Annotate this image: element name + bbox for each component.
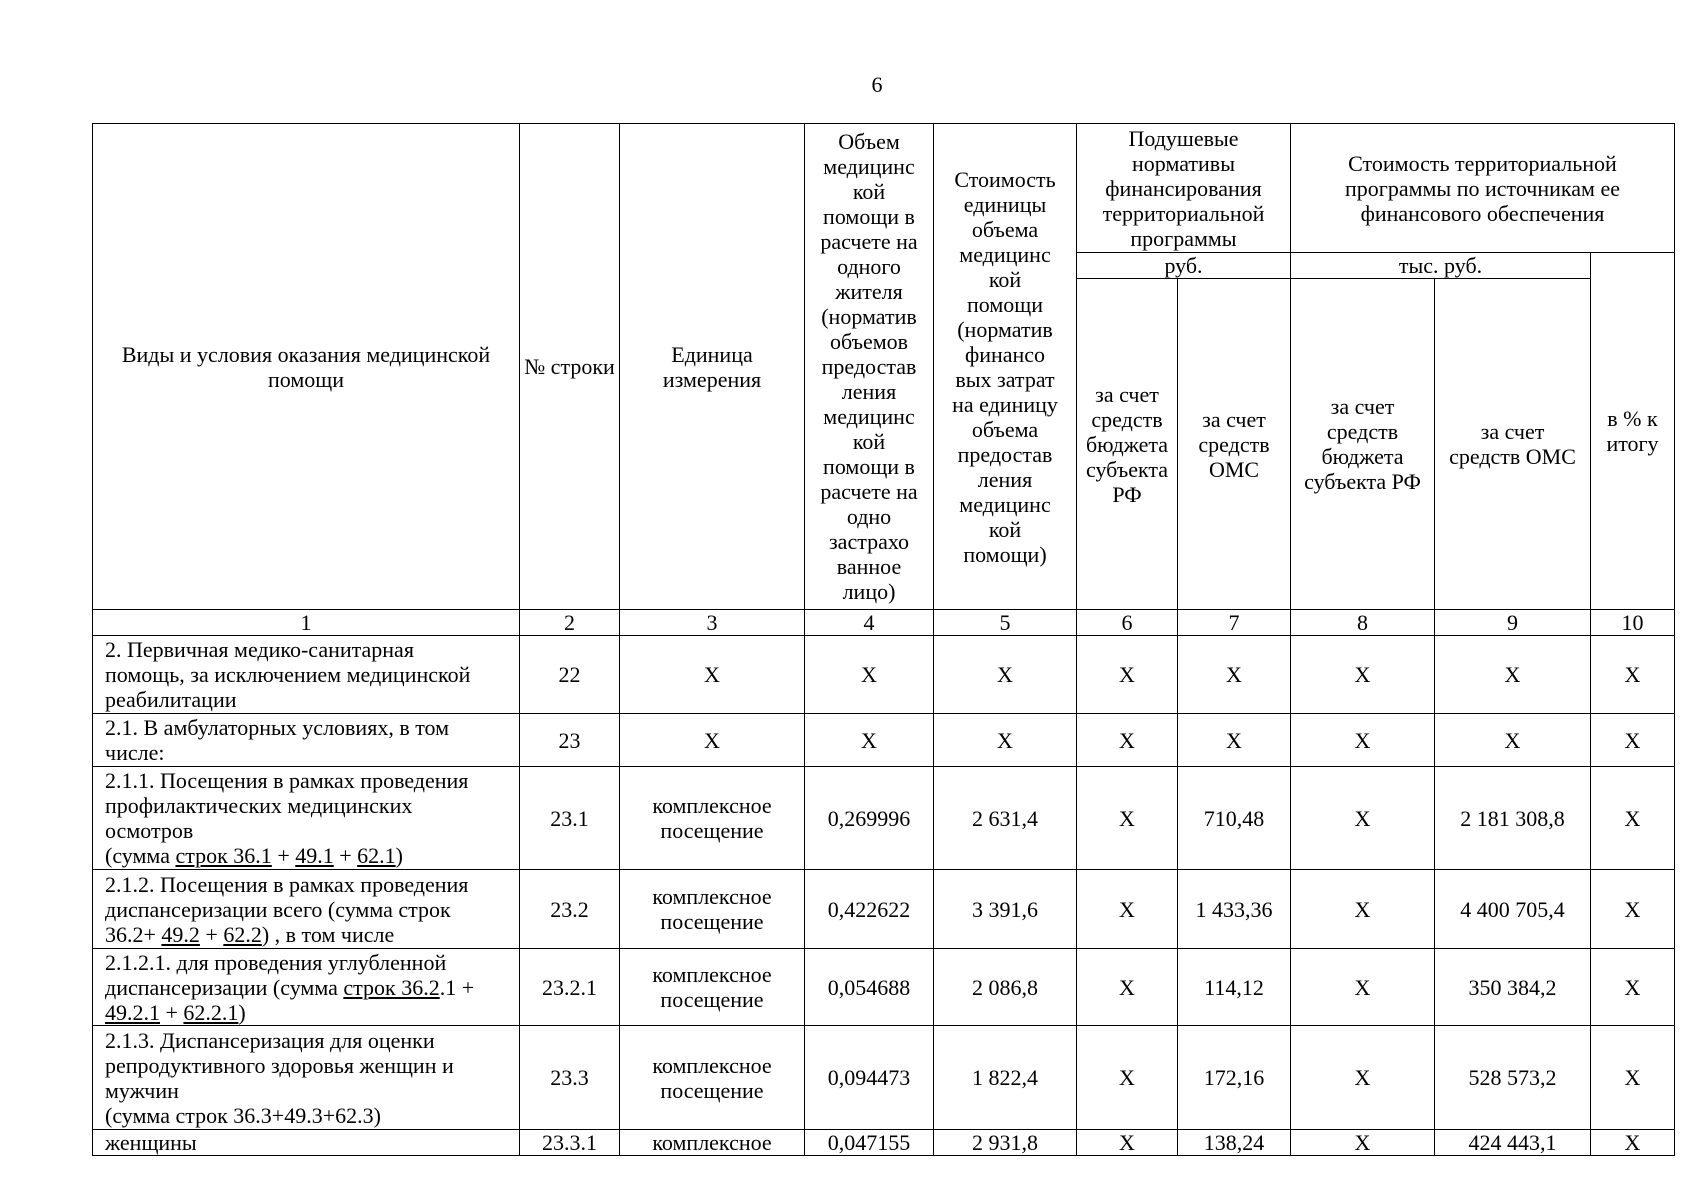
cost-budget: Х bbox=[1291, 1026, 1435, 1130]
cost-budget: Х bbox=[1291, 1130, 1435, 1156]
column-number: 1 bbox=[93, 610, 520, 636]
per-capita-budget: Х bbox=[1077, 870, 1178, 949]
volume-per-person: Х bbox=[805, 714, 934, 767]
reference-link[interactable]: строк 36.1 bbox=[175, 843, 272, 868]
cost-oms: Х bbox=[1435, 636, 1591, 714]
per-capita-oms: 172,16 bbox=[1178, 1026, 1291, 1130]
row-label-text: .1 + bbox=[439, 974, 475, 1000]
percent-of-total: Х bbox=[1591, 636, 1675, 714]
row-label bbox=[93, 870, 520, 949]
percent-of-total: Х bbox=[1591, 870, 1675, 949]
unit-of-measure: комплексное посещение bbox=[620, 870, 805, 949]
row-label-text: 2.1.2. Посещения в рамках проведения диспансеризации всего (сумма строк 36.2+ bbox=[105, 871, 469, 947]
program-cost-table bbox=[92, 123, 1675, 1156]
column-number: 9 bbox=[1435, 610, 1591, 636]
per-capita-budget: Х bbox=[1077, 636, 1178, 714]
cost-budget: Х bbox=[1291, 767, 1435, 870]
unit-cost: 2 931,8 bbox=[934, 1130, 1077, 1156]
cost-oms: 2 181 308,8 bbox=[1435, 767, 1591, 870]
unit-of-measure: Х bbox=[620, 714, 805, 767]
unit-cost: 1 822,4 bbox=[934, 1026, 1077, 1130]
column-number: 2 bbox=[520, 610, 620, 636]
column-numbers-row bbox=[93, 610, 1675, 636]
row-number: 23.2 bbox=[520, 870, 620, 949]
table-row bbox=[93, 714, 1675, 767]
volume-per-person: 0,094473 bbox=[805, 1026, 934, 1130]
unit-of-measure: Х bbox=[620, 636, 805, 714]
row-label bbox=[93, 949, 520, 1026]
row-label-text: + bbox=[199, 921, 224, 947]
header-per-capita-budget: за счет средств бюджета субъекта РФ bbox=[1077, 279, 1178, 610]
column-number: 8 bbox=[1291, 610, 1435, 636]
page-number: 6 bbox=[871, 72, 883, 97]
per-capita-budget: Х bbox=[1077, 767, 1178, 870]
per-capita-budget: Х bbox=[1077, 1026, 1178, 1130]
header-cost-unit: тыс. руб. bbox=[1291, 253, 1591, 279]
per-capita-oms: Х bbox=[1178, 636, 1291, 714]
header-row bbox=[93, 124, 1675, 253]
row-number: 23.3 bbox=[520, 1026, 620, 1130]
table-row bbox=[93, 1130, 1675, 1156]
row-label-text: + bbox=[160, 999, 184, 1025]
column-number: 7 bbox=[1178, 610, 1291, 636]
per-capita-budget: Х bbox=[1077, 714, 1178, 767]
cost-oms: 424 443,1 bbox=[1435, 1130, 1591, 1156]
column-number: 4 bbox=[805, 610, 934, 636]
unit-of-measure: комплексное bbox=[620, 1130, 805, 1156]
reference-link[interactable]: 49.2.1 bbox=[105, 999, 160, 1025]
reference-link[interactable]: 62.1 bbox=[357, 843, 396, 868]
row-label-text: 2.1.1. Посещения в рамках проведения профилактических медицинских осмотров (сумма bbox=[105, 768, 469, 868]
unit-of-measure: комплексное посещение bbox=[620, 1026, 805, 1130]
cost-oms: 528 573,2 bbox=[1435, 1026, 1591, 1130]
column-number: 6 bbox=[1077, 610, 1178, 636]
volume-per-person: 0,054688 bbox=[805, 949, 934, 1026]
reference-link[interactable]: 49.1 bbox=[295, 843, 334, 868]
header-care-type: Виды и условия оказания медицинской помощи bbox=[93, 124, 520, 610]
cost-budget: Х bbox=[1291, 636, 1435, 714]
row-label bbox=[93, 636, 520, 714]
header-cost-budget: за счет средств бюджета субъекта РФ bbox=[1291, 279, 1435, 610]
per-capita-oms: 710,48 bbox=[1178, 767, 1291, 870]
percent-of-total: Х bbox=[1591, 949, 1675, 1026]
row-label bbox=[93, 714, 520, 767]
cost-budget: Х bbox=[1291, 949, 1435, 1026]
row-label bbox=[93, 1130, 520, 1156]
row-number: 23.3.1 bbox=[520, 1130, 620, 1156]
cost-oms: Х bbox=[1435, 714, 1591, 767]
row-label bbox=[93, 767, 520, 870]
percent-of-total: Х bbox=[1591, 767, 1675, 870]
row-number: 23.1 bbox=[520, 767, 620, 870]
percent-of-total: Х bbox=[1591, 1130, 1675, 1156]
header-percent-of-total: в % к итогу bbox=[1591, 253, 1675, 610]
header-program-cost: Стоимость территориальной программы по источникам ее финансового обеспечения bbox=[1291, 124, 1675, 253]
unit-cost: 2 086,8 bbox=[934, 949, 1077, 1026]
percent-of-total: Х bbox=[1591, 1026, 1675, 1130]
table-body bbox=[93, 124, 1675, 1156]
per-capita-oms: Х bbox=[1178, 714, 1291, 767]
cost-budget: Х bbox=[1291, 714, 1435, 767]
row-label-text: женщины bbox=[105, 1130, 197, 1155]
cost-oms: 350 384,2 bbox=[1435, 949, 1591, 1026]
column-number: 3 bbox=[620, 610, 805, 636]
volume-per-person: 0,047155 bbox=[805, 1130, 934, 1156]
unit-cost: 2 631,4 bbox=[934, 767, 1077, 870]
header-unit-cost: Стоимость единицы объема медицинс кой помощи (норматив финансо вых затрат на единицу объема предостав ления медицинс кой помощи) bbox=[934, 124, 1077, 610]
row-label-text: ) bbox=[395, 843, 403, 868]
header-volume: Объем медицинс кой помощи в расчете на одного жителя (норматив объемов предостав ления медицинс кой помощи в расчете на одно застрахо ванное лицо) bbox=[805, 124, 934, 610]
row-label-text: 2. Первичная медико-санитарная помощь, за исключением медицинской реабилитации bbox=[105, 637, 471, 712]
table-row bbox=[93, 870, 1675, 949]
per-capita-oms: 138,24 bbox=[1178, 1130, 1291, 1156]
row-number: 22 bbox=[520, 636, 620, 714]
unit-of-measure: комплексное посещение bbox=[620, 949, 805, 1026]
unit-cost: Х bbox=[934, 714, 1077, 767]
column-number: 5 bbox=[934, 610, 1077, 636]
row-label bbox=[93, 1026, 520, 1130]
table-row bbox=[93, 767, 1675, 870]
volume-per-person: 0,269996 bbox=[805, 767, 934, 870]
row-number: 23.2.1 bbox=[520, 949, 620, 1026]
row-label-text: + bbox=[271, 843, 296, 868]
header-per-capita-oms: за счет средств ОМС bbox=[1178, 279, 1291, 610]
header-unit: Единица измерения bbox=[620, 124, 805, 610]
per-capita-oms: 1 433,36 bbox=[1178, 870, 1291, 949]
table-row bbox=[93, 1026, 1675, 1130]
unit-cost: Х bbox=[934, 636, 1077, 714]
row-number: 23 bbox=[520, 714, 620, 767]
row-label-text: 2.1. В амбулаторных условиях, в том числе: bbox=[105, 715, 450, 765]
header-cost-oms: за счет средств ОМС bbox=[1435, 279, 1591, 610]
header-per-capita-standards: Подушевые нормативы финансирования территориальной программы bbox=[1077, 124, 1291, 253]
reference-link[interactable]: 62.2 bbox=[223, 921, 262, 947]
reference-link[interactable]: 62.2.1 bbox=[183, 999, 239, 1025]
row-label-text: 2.1.2.1. для проведения углубленной диспансеризации (сумма bbox=[105, 949, 447, 1000]
unit-of-measure: комплексное посещение bbox=[620, 767, 805, 870]
reference-link[interactable]: 49.2 bbox=[161, 921, 200, 947]
header-per-capita-unit: руб. bbox=[1077, 253, 1291, 279]
volume-per-person: Х bbox=[805, 636, 934, 714]
column-number: 10 bbox=[1591, 610, 1675, 636]
cost-oms: 4 400 705,4 bbox=[1435, 870, 1591, 949]
cost-budget: Х bbox=[1291, 870, 1435, 949]
volume-per-person: 0,422622 bbox=[805, 870, 934, 949]
per-capita-budget: Х bbox=[1077, 949, 1178, 1026]
row-label-text: ) bbox=[238, 999, 246, 1025]
row-label-text: + bbox=[333, 843, 358, 868]
per-capita-oms: 114,12 bbox=[1178, 949, 1291, 1026]
header-row-number: № строки bbox=[520, 124, 620, 610]
table-row bbox=[93, 949, 1675, 1026]
per-capita-budget: Х bbox=[1077, 1130, 1178, 1156]
row-label-text: 2.1.3. Диспансеризация для оценки репродуктивного здоровья женщин и мужчин (сумма строк 36.3+49.3+62.3) bbox=[105, 1027, 454, 1128]
percent-of-total: Х bbox=[1591, 714, 1675, 767]
table-row bbox=[93, 636, 1675, 714]
row-label-text: ) , в том числе bbox=[261, 921, 395, 947]
unit-cost: 3 391,6 bbox=[934, 870, 1077, 949]
reference-link[interactable]: строк 36.2 bbox=[343, 974, 440, 1000]
